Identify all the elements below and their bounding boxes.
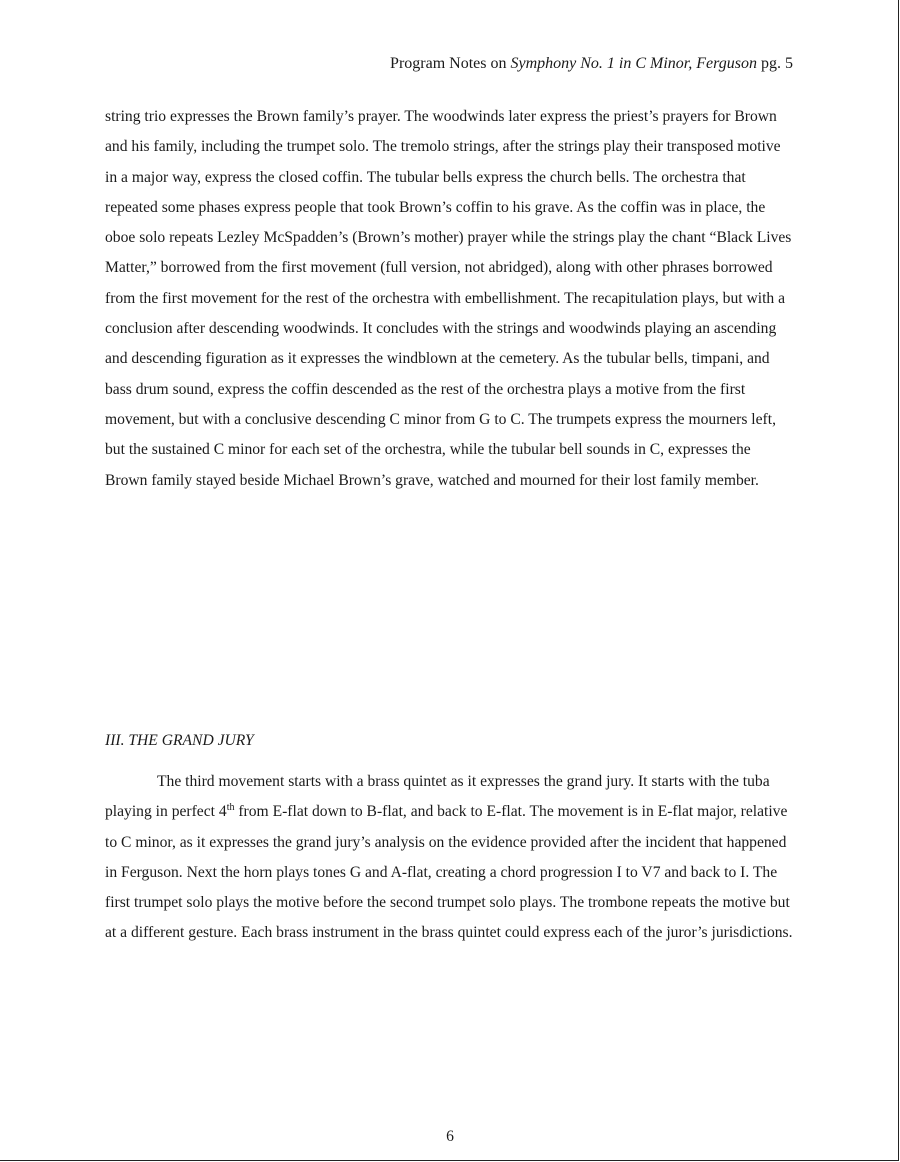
page-number: 6: [446, 1128, 454, 1145]
running-header: [390, 54, 793, 74]
paragraph-2-text-start: The third movement starts with a brass quintet as it expresses the grand jury. It starts with the tuba playing in perfect 4: [105, 773, 770, 821]
body-paragraph-1: string trio expresses the Brown family’s prayer. The woodwinds later express the priest’s prayers for Brown and his family, including the trumpet solo. The tremolo strings, after the strings play their transposed motive in a major way, express the closed coffin. The tubular bells express the church bells. The orchestra that repeated some phases express people that took Brown’s coffin to his grave. As the coffin was in place, the oboe solo repeats Lezley McSpadden’s (Brown’s mother) prayer while the strings play the chant “Black Lives Matter,” borrowed from the first movement (full version, not abridged), along with other phrases borrowed from the first movement for the rest of the orchestra with embellishment. The recapitulation plays, but with a conclusion after descending woodwinds. It concludes with the strings and woodwinds playing an ascending and descending figuration as it expresses the windblown at the cemetery. As the tubular bells, timpani, and bass drum sound, express the coffin descended as the rest of the orchestra plays a motive from the first movement, but with a conclusive descending C minor from G to C. The trumpets express the mourners left, but the sustained C minor for each set of the orchestra, while the tubular bell sounds in C, expresses the Brown family stayed beside Michael Brown’s grave, watched and mourned for their lost family member.: [105, 108, 792, 489]
header-page-label: pg. 5: [757, 55, 793, 72]
section-heading-grand-jury: III. THE GRAND JURY: [105, 732, 254, 749]
paragraph-2-text-end: from E-flat down to B-flat, and back to E-flat. The movement is in E-flat major, relative to C minor, as it expresses the grand jury’s analysis on the evidence provided after the incident that happened in Ferguson. Next the horn plays tones G and A-flat, creating a chord progression I to V7 and back to I. The first trumpet solo plays the motive before the second trumpet solo plays. The trombone repeats the motive but at a different gesture. Each brass instrument in the brass quintet could express each of the juror’s jurisdictions.: [105, 803, 793, 942]
header-prefix: Program Notes on: [390, 55, 511, 72]
header-work-title: Symphony No. 1 in C Minor, Ferguson: [510, 55, 757, 72]
body-paragraph-2: [105, 767, 795, 949]
ordinal-superscript: th: [226, 802, 235, 814]
